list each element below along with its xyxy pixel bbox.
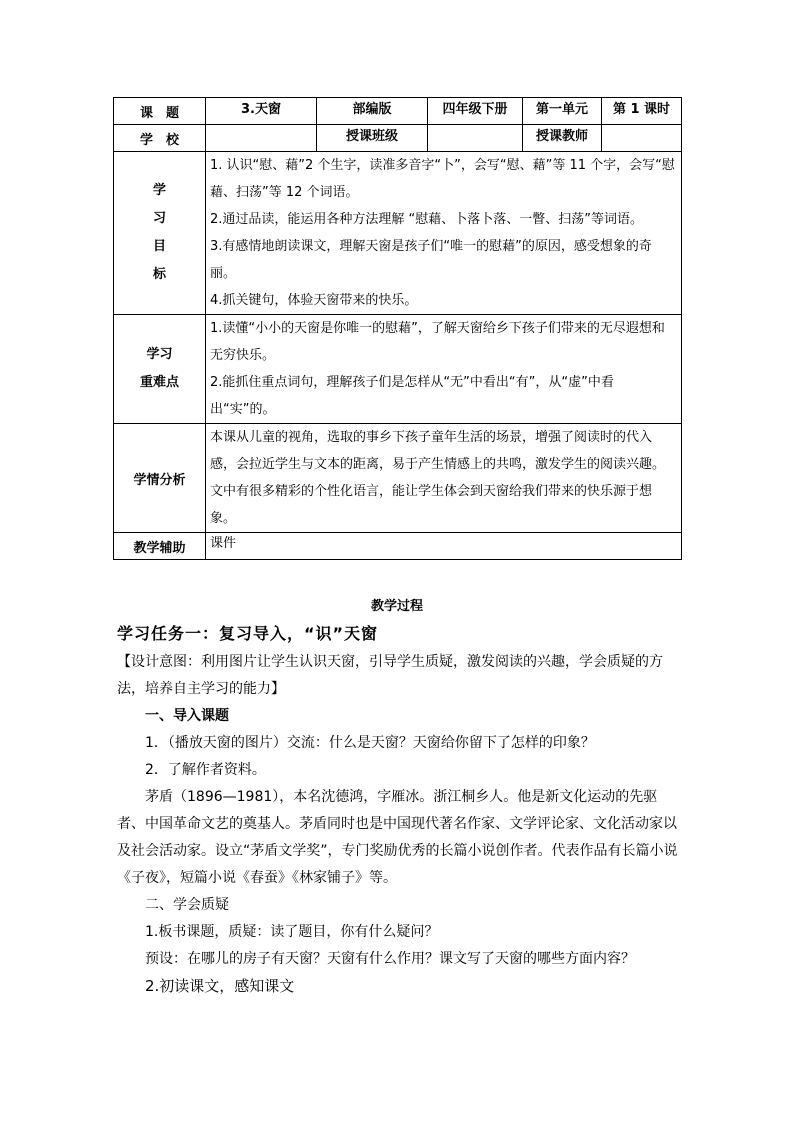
author-bio: 茅盾（1896—1981），本名沈德鸿，字雁冰。浙江桐乡人。他是新文化运动的先驱者、中国革命文艺的奠基人。茅盾同时也是中国现代著名作家、文学评论家、文化活动家以及社会活动家。设立“茅盾文学奖”，专门奖励优秀的长篇小说创作者。代表作品有长篇小说《子夜》，短篇小说《春蚕》《林家铺子》等。 — [117, 789, 678, 886]
school-value — [206, 125, 317, 152]
step-text: 2.初读课文，感知课文 — [145, 977, 295, 995]
goal-item: 1. 认识“慰、藉”2 个生字，读准多音字“卜”，会写“慰、藉”等 11 个字，会写“慰藉、扫荡”等 12 个词语。 — [210, 158, 675, 200]
table-row-aid — [114, 533, 682, 560]
goal-item: 2.通过品读，能运用各种方法理解 “慰藉、卜落卜落、一瞥、扫荡”等词语。 — [210, 212, 644, 227]
goals-content — [206, 152, 682, 315]
focus-item: 2.能抓住重点词句，理解孩子们是怎样从“无”中看出“有”，从“虚”中看出“实”的。 — [210, 375, 614, 417]
class-value — [428, 125, 523, 152]
table-row-analysis — [114, 424, 682, 533]
focus-label: 学习 重难点 — [114, 315, 206, 424]
goal-item: 4.抓关键句，体验天窗带来的快乐。 — [210, 293, 418, 308]
lesson-title: 3.天窗 — [206, 98, 317, 125]
analysis-label: 学情分析 — [114, 424, 206, 533]
analysis-content: 本课从儿童的视角，选取的事乡下孩子童年生活的场景，增强了阅读时的代入感，会拉近学生与文本的距离，易于产生情感上的共鸣，激发学生的阅读兴趣。文中有很多精彩的个性化语言，能让学生体会到天窗给我们带来的快乐源于想象。 — [206, 424, 682, 533]
goal-item: 3.有感情地朗读课文，理解天窗是孩子们“唯一的慰藉”的原因，感受想象的奇丽。 — [210, 239, 652, 281]
process-title: 教学过程 — [370, 599, 423, 614]
preset-text: 预设：在哪儿的房子有天窗？天窗有什么作用？课文写了天窗的哪些方面内容？ — [145, 951, 635, 967]
grade: 四年级下册 — [428, 98, 523, 125]
teacher-value — [602, 125, 682, 152]
table-row-goals — [114, 152, 682, 315]
process-content — [117, 620, 682, 1000]
step-text: 2．了解作者资料。 — [145, 762, 266, 778]
table-row-focus — [114, 315, 682, 424]
focus-content — [206, 315, 682, 424]
table-row-school — [114, 125, 682, 152]
school-label: 学 校 — [114, 125, 206, 152]
class-label: 授课班级 — [317, 125, 428, 152]
goals-label: 学 习 目 标 — [114, 152, 206, 315]
section-heading: 二、学会质疑 — [145, 897, 229, 913]
focus-item: 1.读懂“小小的天窗是你唯一的慰藉”，了解天窗给乡下孩子们带来的无尽遐想和无穷快乐。 — [210, 321, 665, 363]
teacher-label: 授课教师 — [523, 125, 602, 152]
table-row-header — [114, 98, 682, 125]
topic-label: 课 题 — [114, 98, 206, 125]
section-heading: 一、导入课题 — [145, 708, 229, 724]
period: 第 1 课时 — [602, 98, 682, 125]
design-intent: 【设计意图：利用图片让学生认识天窗，引导学生质疑，激发阅读的兴趣，学会质疑的方法，培养自主学习的能力】 — [117, 654, 663, 697]
edition: 部编版 — [317, 98, 428, 125]
aid-value: 课件 — [206, 533, 682, 560]
step-text: 1.板书课题，质疑：读了题目，你有什么疑问？ — [145, 924, 439, 940]
unit: 第一单元 — [523, 98, 602, 125]
aid-label: 教学辅助 — [114, 533, 206, 560]
lesson-info-table — [113, 97, 682, 560]
step-text: 1．（播放天窗的图片）交流：什么是天窗？天窗给你留下了怎样的印象？ — [145, 735, 595, 751]
task-heading: 学习任务一：复习导入，“识”天窗 — [117, 624, 379, 643]
